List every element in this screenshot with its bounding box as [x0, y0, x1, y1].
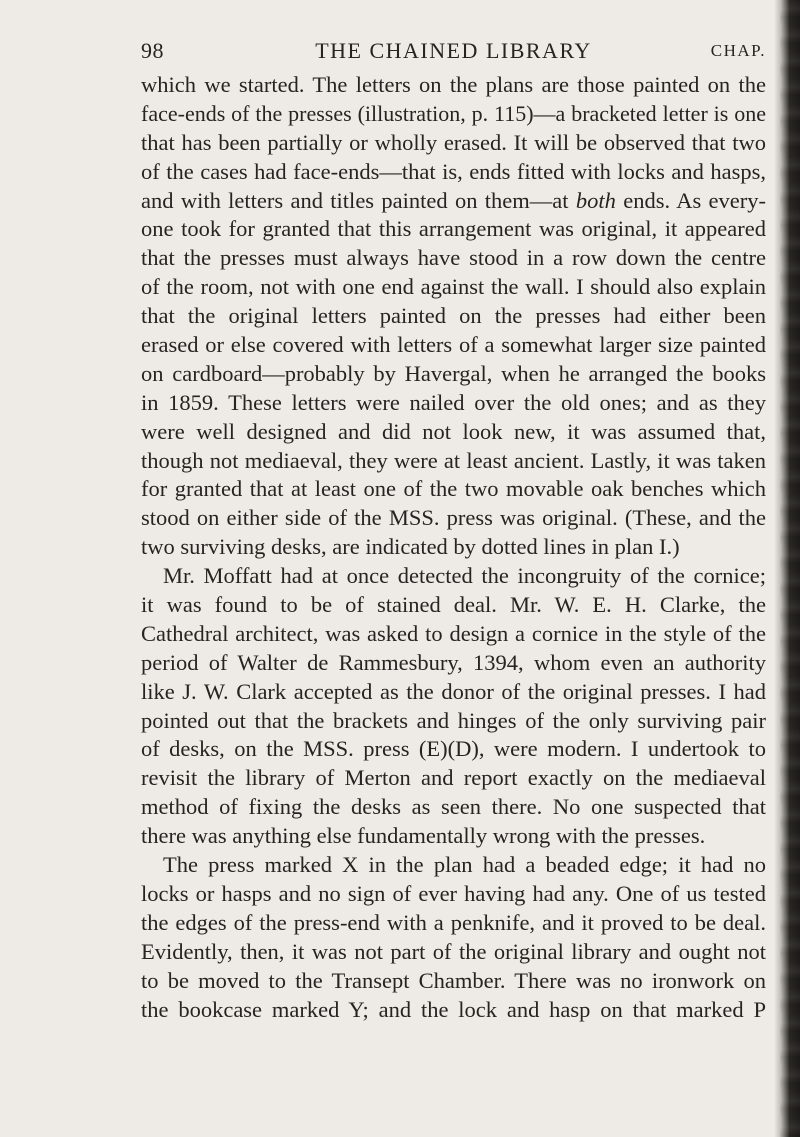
text-line: the edges of the press-end with a penknife, and it proved to be deal.: [141, 909, 766, 935]
text-line-paragraph-end: there was anything else fundamentally wrong with the presses.: [141, 823, 706, 849]
body-text: [141, 71, 766, 1024]
text-line: that has been partially or wholly erased. It will be observed that two: [141, 129, 766, 155]
text-line: and with letters and titles painted on them—at both ends. As every-: [141, 187, 766, 213]
text-line: were well designed and did not look new, it was assumed that,: [141, 418, 766, 444]
text-line: the bookcase marked Y; and the lock and hasp on that marked P: [141, 996, 766, 1022]
text-line: of the room, not with one end against the wall. I should also explain: [141, 274, 766, 300]
text-line: one took for granted that this arrangement was original, it appeared: [141, 216, 766, 242]
text-line: Cathedral architect, was asked to design a cornice in the style of the: [141, 620, 766, 646]
text-line: that the original letters painted on the presses had either been: [141, 303, 766, 329]
text-line-paragraph-start: Mr. Moffatt had at once detected the incongruity of the cornice;: [163, 563, 766, 589]
running-title: THE CHAINED LIBRARY: [315, 38, 592, 63]
text-line-paragraph-end: two surviving desks, are indicated by dotted lines in plan I.): [141, 534, 680, 560]
page-edge-shadow: [774, 0, 800, 1137]
chapter-abbreviation: CHAP.: [710, 41, 766, 60]
text-line: revisit the library of Merton and report exactly on the mediaeval: [141, 765, 766, 791]
running-head: [141, 38, 766, 68]
text-line: face-ends of the presses (illustration, p. 115)—a bracketed letter is one: [141, 100, 766, 126]
text-line: method of fixing the desks as seen there. No one suspected that: [141, 794, 766, 820]
text-line: that the presses must always have stood in a row down the centre: [141, 245, 766, 271]
text-line: Evidently, then, it was not part of the original library and ought not: [141, 938, 766, 964]
text-line: locks or hasps and no sign of ever having had any. One of us tested: [141, 880, 766, 906]
text-line: like J. W. Clark accepted as the donor of the original presses. I had: [141, 678, 766, 704]
text-line-paragraph-start: The press marked X in the plan had a beaded edge; it had no: [163, 852, 766, 878]
text-line: period of Walter de Rammesbury, 1394, whom even an authority: [141, 649, 766, 675]
text-line: which we started. The letters on the plans are those painted on the: [141, 72, 766, 97]
text-line: to be moved to the Transept Chamber. There was no ironwork on: [141, 967, 766, 993]
text-line: of desks, on the MSS. press (E)(D), were modern. I undertook to: [141, 736, 766, 762]
text-line: it was found to be of stained deal. Mr. W. E. H. Clarke, the: [141, 592, 766, 618]
text-line: stood on either side of the MSS. press was original. (These, and the: [141, 505, 766, 531]
text-line: in 1859. These letters were nailed over the old ones; and as they: [141, 389, 766, 415]
text-line: pointed out that the brackets and hinges of the only surviving pair: [141, 707, 766, 733]
text-line: of the cases had face-ends—that is, ends fitted with locks and hasps,: [141, 158, 766, 184]
italic-emphasis: both: [575, 187, 616, 213]
page-number: 98: [141, 38, 164, 63]
text-line: for granted that at least one of the two movable oak benches which: [141, 476, 766, 502]
text-line: though not mediaeval, they were at least ancient. Lastly, it was taken: [141, 447, 766, 473]
text-line: erased or else covered with letters of a somewhat larger size painted: [141, 332, 766, 358]
text-line: on cardboard—probably by Havergal, when he arranged the books: [141, 360, 766, 386]
